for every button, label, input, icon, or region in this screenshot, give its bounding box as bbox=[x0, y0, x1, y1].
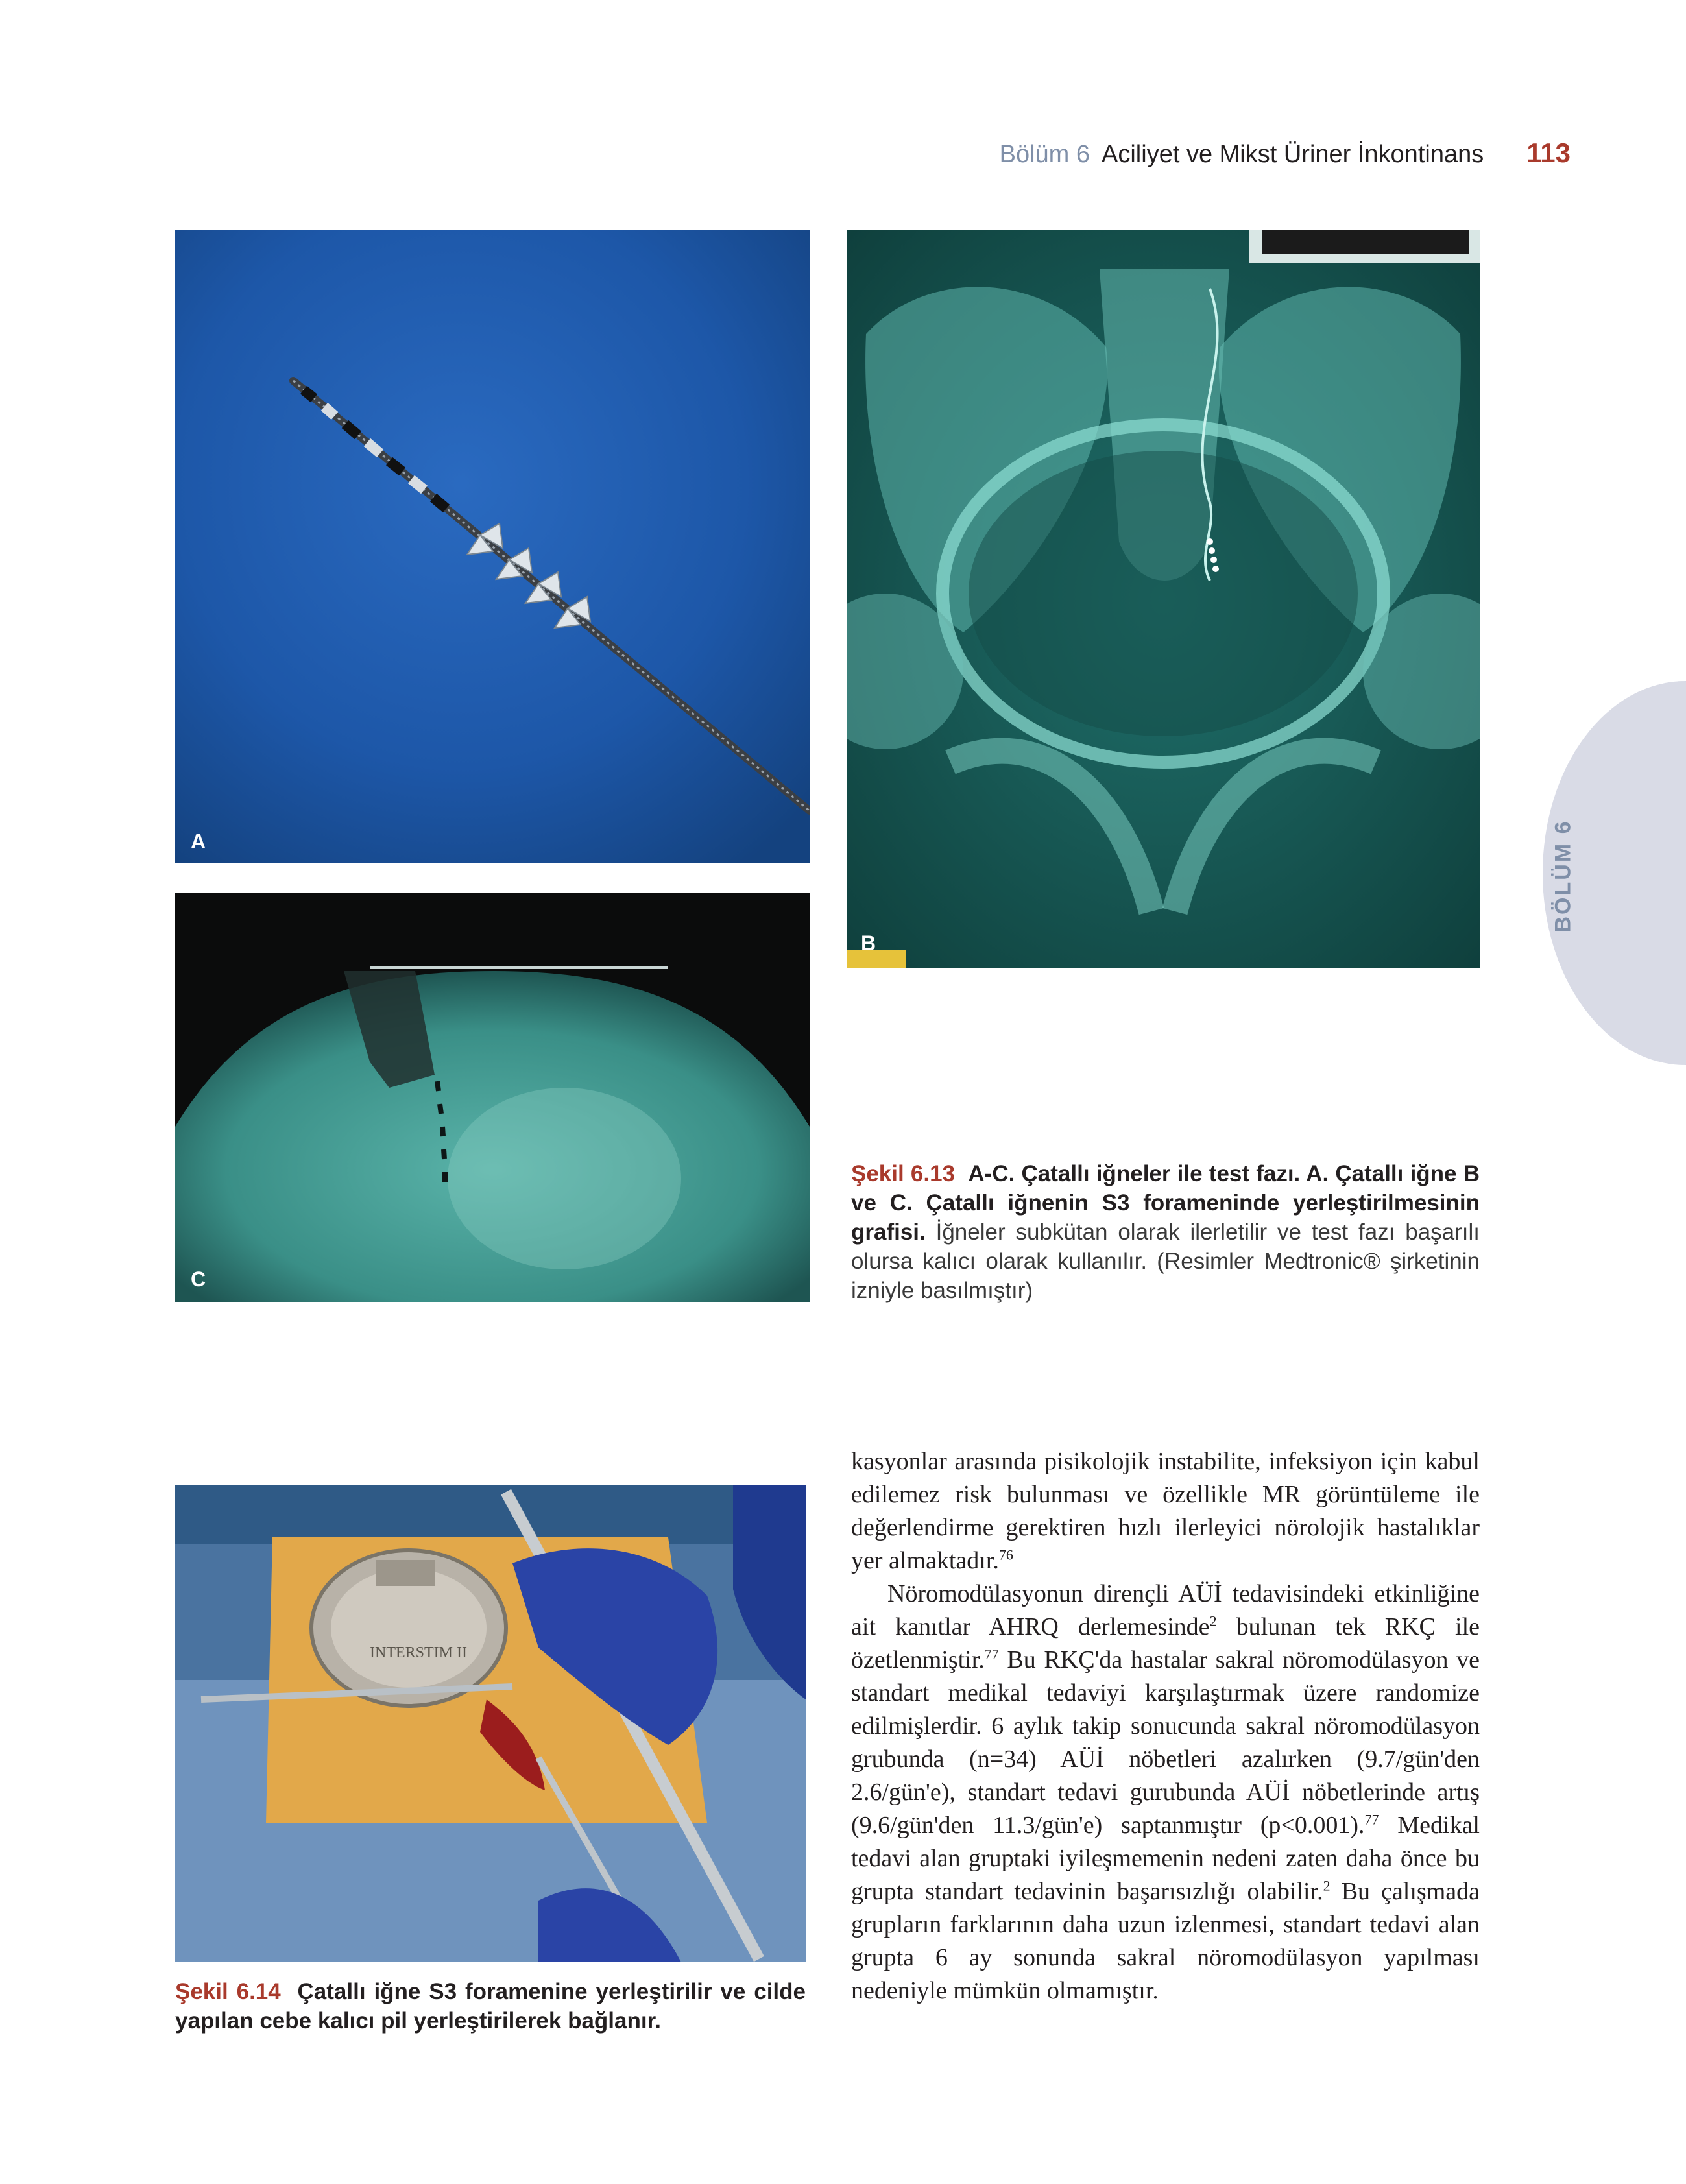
figure-6-13-caption bbox=[851, 1159, 1480, 1305]
chapter-side-tab-label bbox=[1544, 811, 1583, 941]
figure-6-13-panel-b bbox=[847, 230, 1480, 968]
figure-6-14-photo bbox=[175, 1485, 806, 1962]
reference-superscript: 2 bbox=[1323, 1877, 1331, 1894]
fluoroscopy-image bbox=[175, 893, 810, 1302]
chapter-title: Aciliyet ve Mikst Üriner İnkontinans bbox=[1102, 141, 1484, 168]
caption-number: Şekil 6.14 bbox=[175, 1979, 281, 2004]
figure-6-13-panel-a bbox=[175, 230, 810, 863]
caption-text: İğneler subkütan olarak ilerletilir ve test fazı başarılı olursa kalıcı olarak kullanılır. (Resimler Medtronic® şirketinin izniyle basılmıştır) bbox=[851, 1219, 1480, 1303]
pelvic-xray-image bbox=[847, 230, 1480, 968]
reference-superscript: 2 bbox=[1209, 1613, 1217, 1629]
figure-6-14-caption bbox=[175, 1977, 806, 2035]
panel-letter-a: A bbox=[191, 830, 206, 853]
caption-bold-text: Çatallı iğne S3 foramenine yerleştirilir ve cilde yapılan cebe kalıcı pil yerleştirilerek bağlanır. bbox=[175, 1979, 806, 2034]
running-header bbox=[1000, 138, 1571, 176]
surgery-photo bbox=[175, 1485, 806, 1962]
panel-letter-c: C bbox=[191, 1267, 206, 1291]
body-paragraph-2: Nöromodülasyonun dirençli AÜİ tedavisindeki etkinliğine ait kanıtlar AHRQ derlemesinde$^2$ bulunan tek RKÇ ile özetlenmiştir.$^{77}$ Bu RKÇ'da hastalar sakral nöromodülasyon ve standart medikal tedaviyi karşılaştırmak üzere randomize edilmişlerdir. 6 aylık takip sonucunda sakral nöromodülasyon grubunda (n=34) AÜİ nöbetleri azalırken (9.7/gün'den 2.6/gün'e), standart tedavi gurubunda AÜİ nöbetlerinde artış (9.6/gün'den 11.3/gün'e) saptanmıştır (p<0.001).$^{77}$ Medikal tedavi alan gruptaki iyileşmemenin nedeni zaten daha önce bu grupta standart tedavinin başarısızlığı olabilir.$^2$ Bu çalışmada grupların farklarının daha uzun izlenmesi, standart tedavi alan grupta 6 ay sonunda sakral nöromodülasyon yapılması nedeniyle mümkün olmamıştır. bbox=[851, 1580, 1480, 2004]
chapter-label: Bölüm 6 bbox=[999, 141, 1090, 168]
reference-superscript: 76 bbox=[998, 1546, 1013, 1563]
page-number: 113 bbox=[1526, 138, 1571, 168]
panel-letter-b: B bbox=[861, 931, 876, 955]
reference-superscript: 77 bbox=[1364, 1811, 1379, 1828]
reference-superscript: 77 bbox=[984, 1646, 999, 1662]
side-tab-text: BÖLÜM 6 bbox=[1550, 819, 1576, 932]
body-paragraph-1: kasyonlar arasında pisikolojik instabilite, infeksiyon için kabul edilemez risk bulunması ve özellikle MR görüntüleme ile değerlendirme gerektiren hızlı ilerleyici nörolojik hastalıklar yer almaktadır.$^{76}$ bbox=[851, 1448, 1480, 1574]
caption-number: Şekil 6.13 bbox=[851, 1161, 956, 1186]
figure-6-13-panel-c bbox=[175, 893, 810, 1302]
body-text-column bbox=[851, 1445, 1480, 2008]
device-label: INTERSTIM II bbox=[370, 1644, 467, 1661]
caption-bold-text: A-C. Çatallı iğneler ile test fazı. A. Çatallı iğne B ve C. Çatallı iğnenin S3 forameninde yerleştirilmesinin grafisi. bbox=[851, 1161, 1480, 1245]
tined-lead-photo bbox=[175, 230, 810, 863]
